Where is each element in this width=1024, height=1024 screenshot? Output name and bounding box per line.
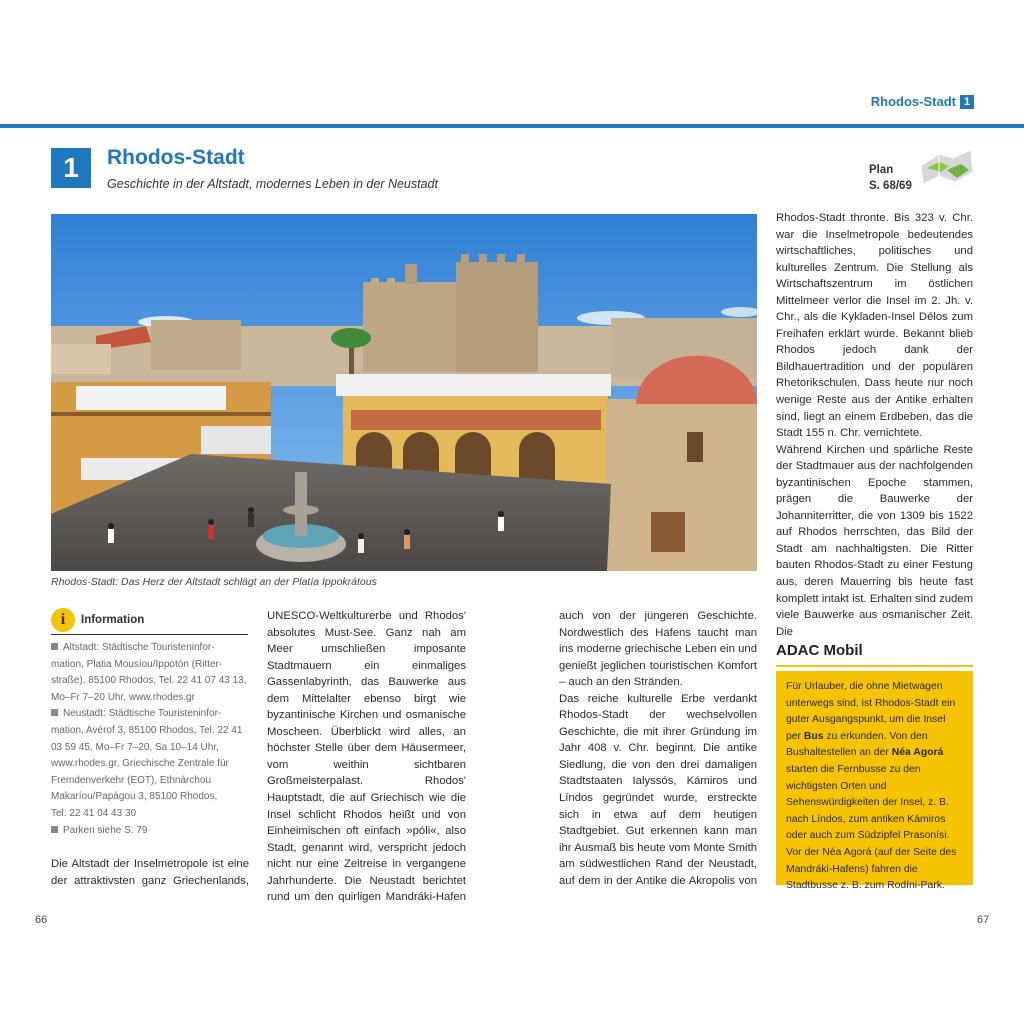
photo-platia-ippokratous xyxy=(51,214,757,571)
info-line-text: 03 59 45, Mo–Fr 7–20, Sa 10–14 Uhr, xyxy=(51,741,219,753)
running-head-number: 1 xyxy=(960,95,974,109)
paragraph: UNESCO-Weltkulturerbe und Rhodos' absolutes Must-See. Ganz nah am Meer umschließen imposante Stadtmauern ein einmaliges Gassenlabyrinth, das Bauwerke aus dem Mittelalter ebenso birgt wie byzantinische Kirchen und osmanische Moscheen. Überblickt wird alles, an höchster Stelle über dem Häusermeer, vom weithin sichtbaren Großmeisterpalast. Rhodos' Hauptstadt, die auf Griechisch wie die Insel schlicht Rhodos heißt und von Einheimischen oft einfach »póli«, also Stadt, genannt wird, verspricht jedoch nicht nur eine Zeitreise in vergangene Jahrhunderte. Die Neustadt berichtet rund um den quirligen Mandráki-Hafen xyxy=(267,610,466,904)
chapter-number: 1 xyxy=(51,148,91,188)
column-2 xyxy=(267,608,466,906)
bullet-square-icon xyxy=(51,826,58,833)
column-4 xyxy=(776,210,973,640)
info-line xyxy=(51,789,251,806)
adac-mobil-title: ADAC Mobil xyxy=(776,642,863,659)
column-1 xyxy=(51,856,249,889)
info-line xyxy=(51,756,251,773)
adac-bold: Néa Agorá xyxy=(891,747,944,759)
map-icon xyxy=(919,148,975,188)
info-line xyxy=(51,773,251,790)
info-line-text: Parken siehe S. 79 xyxy=(63,824,148,836)
adac-text: starten die Fernbusse zu den wichtigsten Orten und Sehenswürdigkeiten der Insel, z. B. nach Líndos, zum antiken Kámiros oder auch zum Südzipfel Prasonísi. Vor der Néa Agorá (auf der Seite des Mandráki-Hafens) fahren die Stadtbusse z. B. zum Rodíni-Park. xyxy=(786,763,957,892)
chapter-title: Rhodos-Stadt xyxy=(107,146,245,169)
info-line-text: Altstadt: Städtische Touristeninfor- xyxy=(63,642,215,653)
adac-bold: Bus xyxy=(803,730,824,742)
info-line xyxy=(51,706,251,723)
paragraph: Rhodos-Stadt thronte. Bis 323 v. Chr. war die Inselmetropole bedeutendes wirtschaftliches, politisches und kulturelles Zentrum. Die Stellung als Wirtschaftszentrum im östlichen Mittelmeer verlor die Insel im 2. Jh. v. Chr., als die Kykladen-Insel Délos zum Freihafen erklärt wurde. Bekannt blieb Rhodos jedoch dank der Bildhauertradition und der populären Rhetorikschulen. Dass heute nur noch wenige Reste aus der Antike erhalten sind, liegt an einem Erdbeben, das die Stadt 155 n. Chr. vernichtete. xyxy=(776,212,973,440)
plan-label: Plan xyxy=(869,164,894,176)
running-head-label: Rhodos-Stadt xyxy=(870,94,956,109)
info-line xyxy=(51,640,251,657)
adac-text: zu erkunden. Von den Bushaltestellen an der xyxy=(786,730,928,759)
info-line xyxy=(51,690,251,707)
info-line-text: mation, Platia Mousíou/Ippotón (Ritter- xyxy=(51,658,223,670)
plan-reference[interactable] xyxy=(869,162,912,194)
info-line-text: mation, Avérof 3, 85100 Rhodos, Tel. 22 41 xyxy=(51,724,243,736)
info-line-text: Makaríou/Papágou 3, 85100 Rhodos, xyxy=(51,791,218,803)
running-head xyxy=(871,94,974,109)
page-number-left: 66 xyxy=(35,914,48,926)
info-line xyxy=(51,673,251,690)
info-line-text: Neustadt: Städtische Touristeninfor- xyxy=(63,708,222,720)
info-icon: i xyxy=(51,608,75,632)
chapter-subtitle: Geschichte in der Altstadt, modernes Leben in der Neustadt xyxy=(107,177,438,191)
info-line-text: Tel. 22 41 04 43 30 xyxy=(51,807,137,819)
paragraph: auch von der jüngeren Geschichte. Nordwestlich des Hafens taucht man ins moderne griechische Leben ein und genießt jeglichen touristischen Komfort – auch an den Stränden. xyxy=(559,610,757,689)
page-number-right: 67 xyxy=(977,914,990,926)
adac-rule xyxy=(776,665,973,667)
info-heading-label: Information xyxy=(81,614,145,626)
header-rule xyxy=(0,124,1024,128)
paragraph: Das reiche kulturelle Erbe verdankt Rhodos-Stadt der wechselvollen Geschichte, die mit ihrer Gründung im Jahr 408 v. Chr. beginnt. Die antike Siedlung, die von den drei damaligen Stadtstaaten Ialyssós, Kámiros und Líndos gegründet wurde, erstreckte sich in etwa auf dem heutigen Stadtgebiet. Gut erkennen kann man ihr Ausmaß bis heute vom Monte Smith am südwestlichen Rand der Neustadt, auf dem in der Antike die Akropolis von xyxy=(559,692,757,887)
photo-caption: Rhodos-Stadt: Das Herz der Altstadt schlägt an der Platía Ippokrátous xyxy=(51,576,377,588)
info-line xyxy=(51,806,251,823)
plan-page: S. 68/69 xyxy=(869,180,912,192)
adac-mobil-box xyxy=(776,671,973,892)
info-list xyxy=(51,640,251,839)
info-line-text: Mo–Fr 7–20 Uhr, www.rhodes.gr xyxy=(51,691,195,703)
adac-text: Für Urlauber, die ohne Mietwagen unterwegs sind, ist Rhodos-Stadt ein guter Ausgangspunkt, um die Insel per xyxy=(786,681,956,742)
bullet-square-icon xyxy=(51,709,58,716)
info-heading xyxy=(51,608,248,635)
info-line xyxy=(51,823,251,840)
info-line-text: Fremdenverkehr (EOT), Ethnárchou xyxy=(51,774,212,786)
bullet-square-icon xyxy=(51,643,58,650)
info-line xyxy=(51,723,251,740)
info-line-text: straße), 85100 Rhodos, Tel. 22 41 07 43 13, xyxy=(51,675,247,687)
paragraph: Die Altstadt der Inselmetropole ist eine der attraktivsten ganz Griechenlands, xyxy=(51,858,249,887)
column-3 xyxy=(559,608,757,889)
info-line xyxy=(51,657,251,674)
info-line-text: www.rhodes.gr, Griechische Zentrale für xyxy=(51,758,229,770)
info-line xyxy=(51,740,251,757)
paragraph: Während Kirchen und spärliche Reste der Stadtmauer aus der nachfolgenden byzantinischen Epoche stammen, prägen die Bauwerke der Johanniterritter, die von 1309 bis 1522 auf Rhodos herrschten, das Bild der Stadt am nachhaltigsten. Die Ritter bauten Rhodos-Stadt zu einer Festung aus, deren Mauerring bis heute fast komplett intakt ist. Erhalten sind zudem viele Bauwerke aus osmanischer Zeit. Die xyxy=(776,443,973,638)
